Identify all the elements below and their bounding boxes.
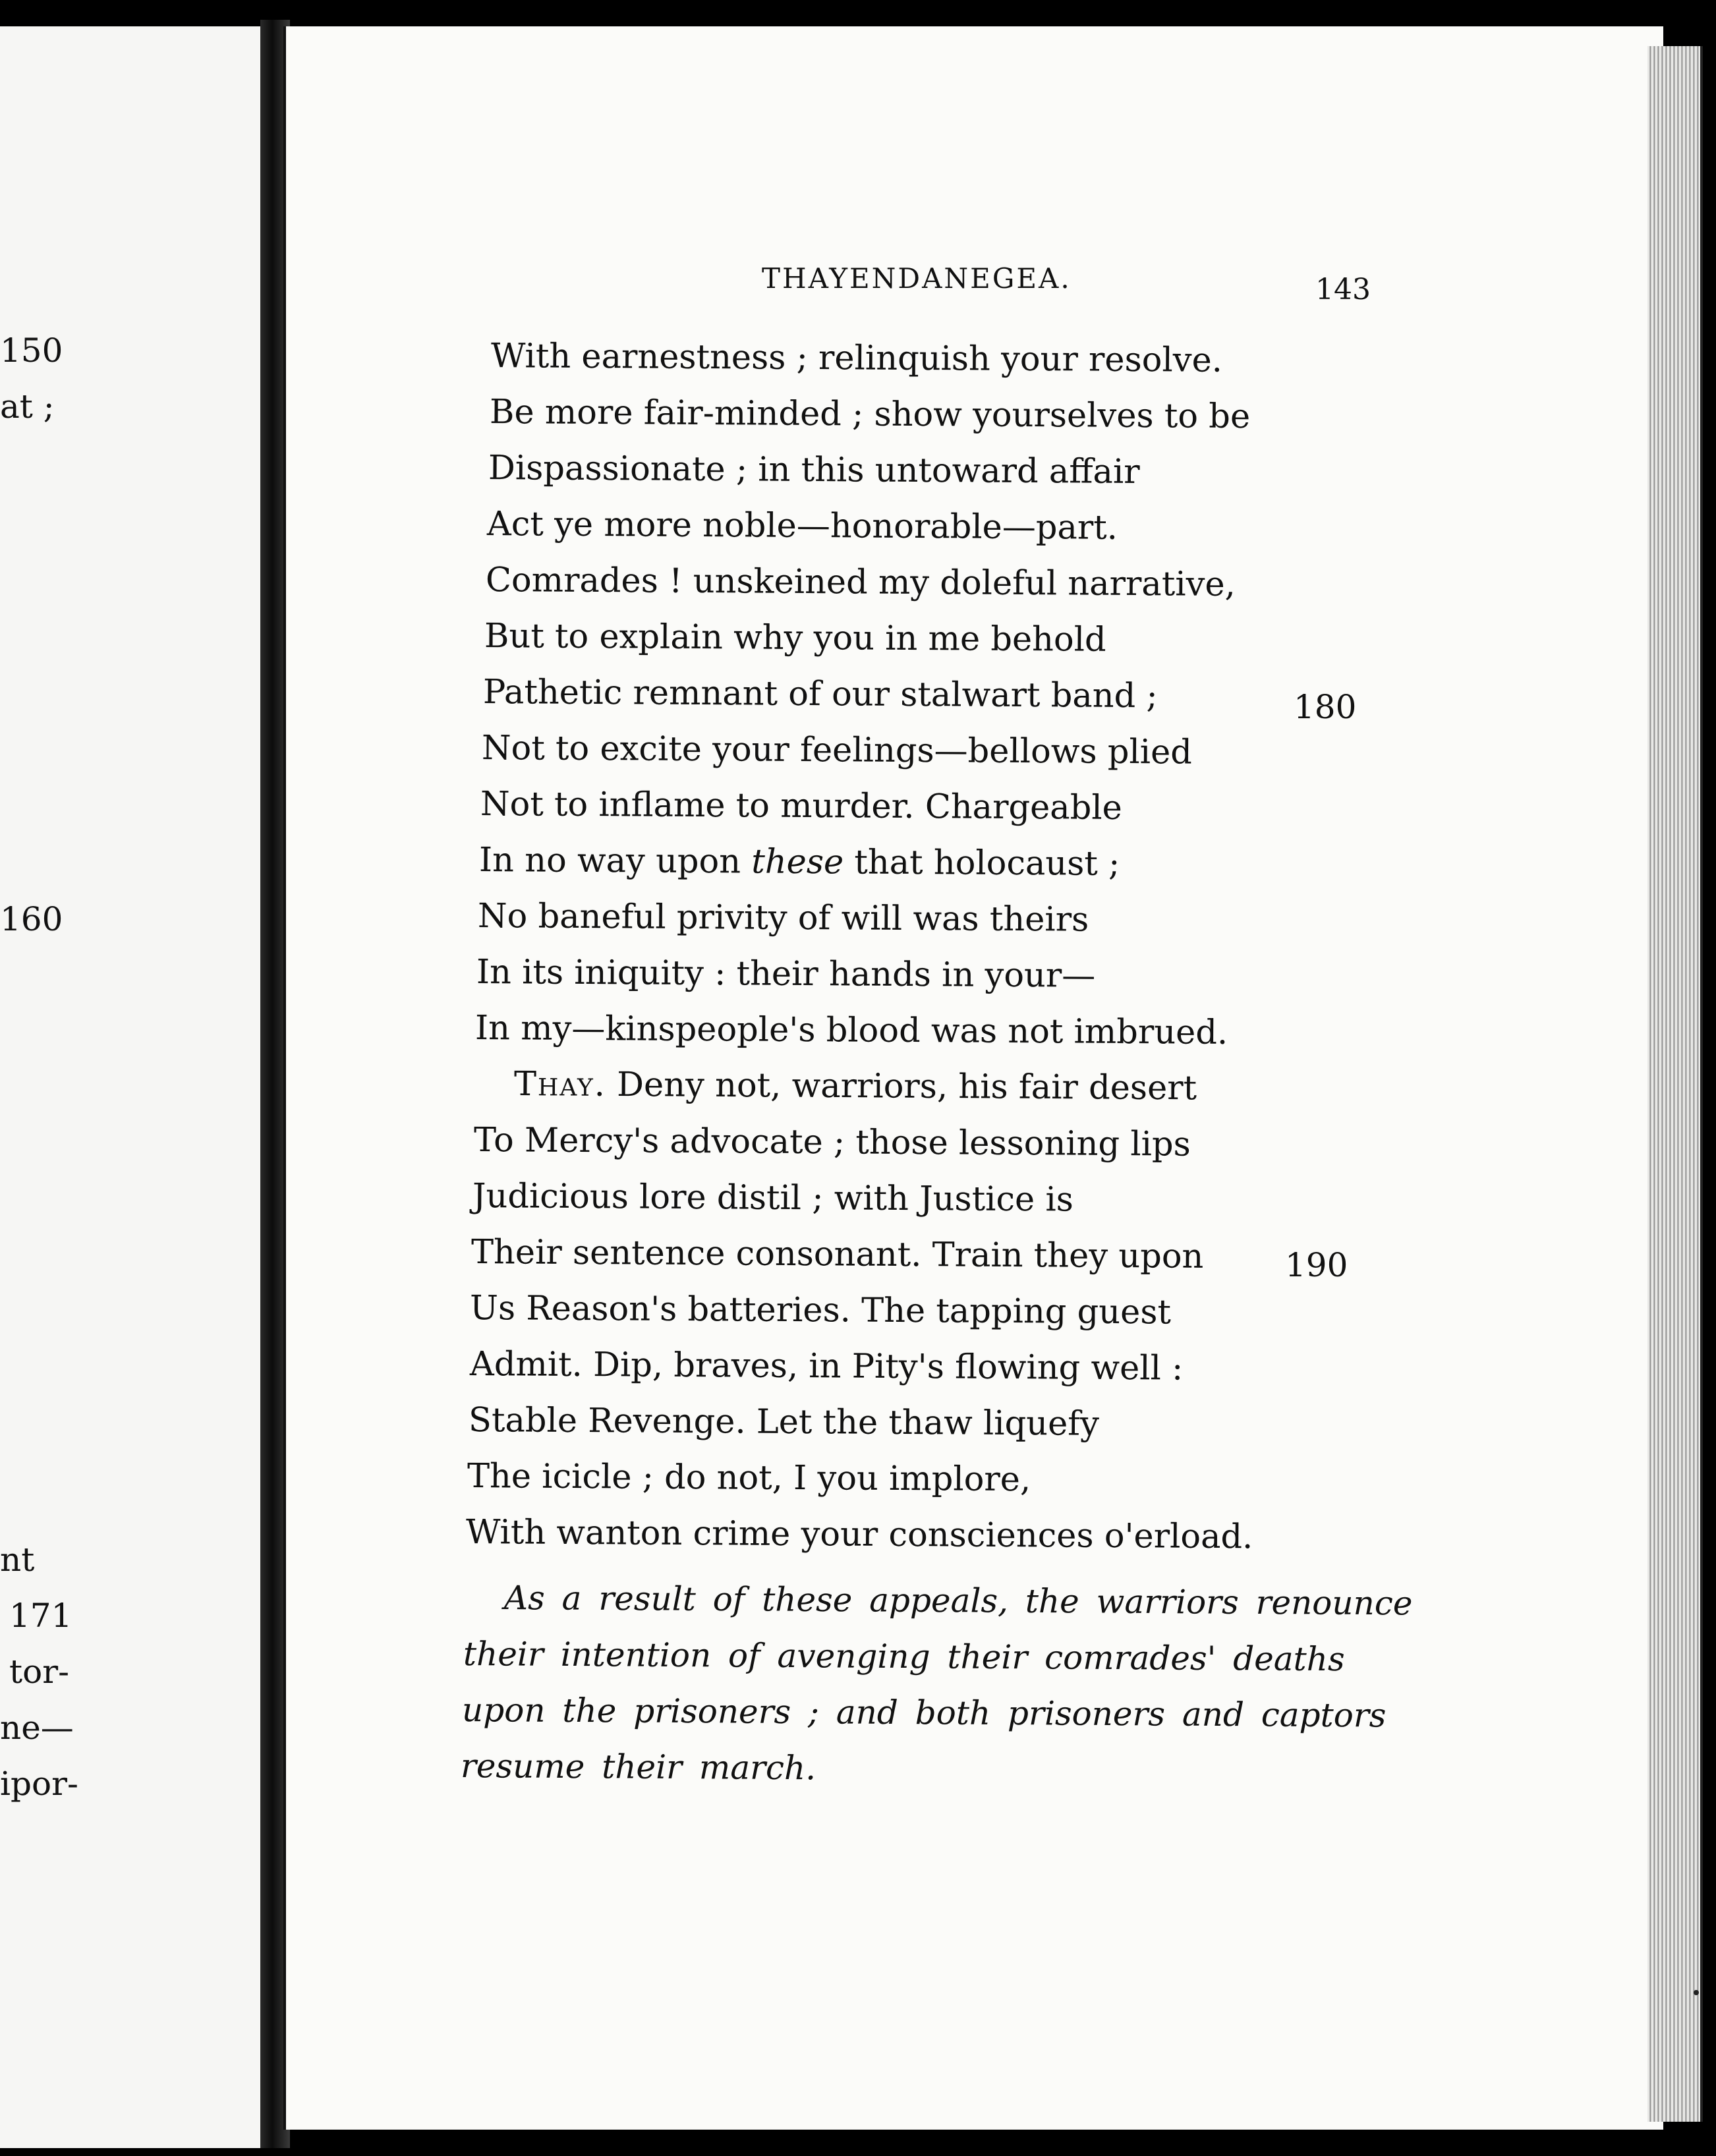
page-number: 143	[1315, 273, 1371, 306]
verse-line: Their sentence consonant. Train they upon	[471, 1233, 1204, 1276]
stage-direction-line: upon the prisoners ; and both prisoners and captors	[461, 1691, 1387, 1735]
verse-text: Deny not, warriors, his fair desert	[606, 1065, 1197, 1108]
verse-text: In no way upon	[478, 841, 752, 882]
verse-line: To Mercy's advocate ; those lessoning lips	[473, 1121, 1191, 1164]
left-line-fragment: tor-	[9, 1653, 69, 1691]
verse-line: Admit. Dip, braves, in Pity's flowing well :	[469, 1345, 1184, 1388]
line-number: 190	[1285, 1246, 1348, 1284]
verse-line: Be more fair-minded ; show yourselves to be	[489, 393, 1251, 437]
left-line-fragment: ne—	[0, 1709, 74, 1747]
left-line-number: 171	[9, 1597, 72, 1635]
verse-line: Stable Revenge. Let the thaw liquefy	[468, 1401, 1100, 1444]
left-line-fragment: at ;	[0, 387, 55, 426]
scan-speck	[1694, 1990, 1699, 1995]
verse-line: In its iniquity : their hands in your—	[476, 953, 1096, 996]
verse-line: No baneful privity of will was theirs	[477, 897, 1089, 940]
stage-direction-line: resume their march.	[460, 1747, 816, 1788]
page-edges	[1647, 46, 1703, 2122]
speech-line	[513, 1065, 1197, 1108]
left-line-number: 150	[0, 331, 63, 370]
verse-line: Dispassionate ; in this untoward affair	[488, 449, 1140, 492]
verse-line: Comrades ! unskeined my doleful narrative,	[485, 561, 1236, 604]
verse-line	[478, 841, 1120, 884]
verse-text: that holocaust ;	[844, 843, 1120, 884]
stage-direction-line: their intention of avenging their comrades' deaths	[463, 1635, 1345, 1679]
stage-direction-line: As a result of these appeals, the warriors renounce	[503, 1579, 1413, 1623]
verse-line: Pathetic remnant of our stalwart band ;	[482, 673, 1158, 716]
verse-line: Judicious lore distil ; with Justice is	[472, 1177, 1074, 1220]
verse-line: Us Reason's batteries. The tapping guest	[469, 1289, 1172, 1332]
verse-line: But to explain why you in me behold	[484, 617, 1106, 660]
verse-line: With earnestness ; relinquish your resolve.	[490, 337, 1223, 380]
verse-line: Act ye more noble—honorable—part.	[486, 505, 1118, 548]
verse-line: Not to inflame to murder. Chargeable	[480, 785, 1123, 828]
left-line-number: 160	[0, 900, 63, 938]
running-title: THAYENDANEGEA.	[762, 262, 1072, 295]
verse-line: With wanton crime your consciences o'erload.	[465, 1513, 1253, 1557]
speaker-name: Thay.	[513, 1065, 607, 1104]
left-line-fragment: nt	[0, 1541, 35, 1579]
line-number: 180	[1294, 688, 1357, 726]
emphasized-word: these	[751, 842, 844, 882]
verse-line: In my—kinspeople's blood was not imbrued.	[474, 1009, 1228, 1052]
verse-line: The icicle ; do not, I you implore,	[467, 1457, 1031, 1500]
verse-line: Not to excite your feelings—bellows plied	[481, 729, 1193, 772]
left-line-fragment: ipor-	[0, 1765, 78, 1803]
left-facing-page	[0, 26, 262, 2148]
